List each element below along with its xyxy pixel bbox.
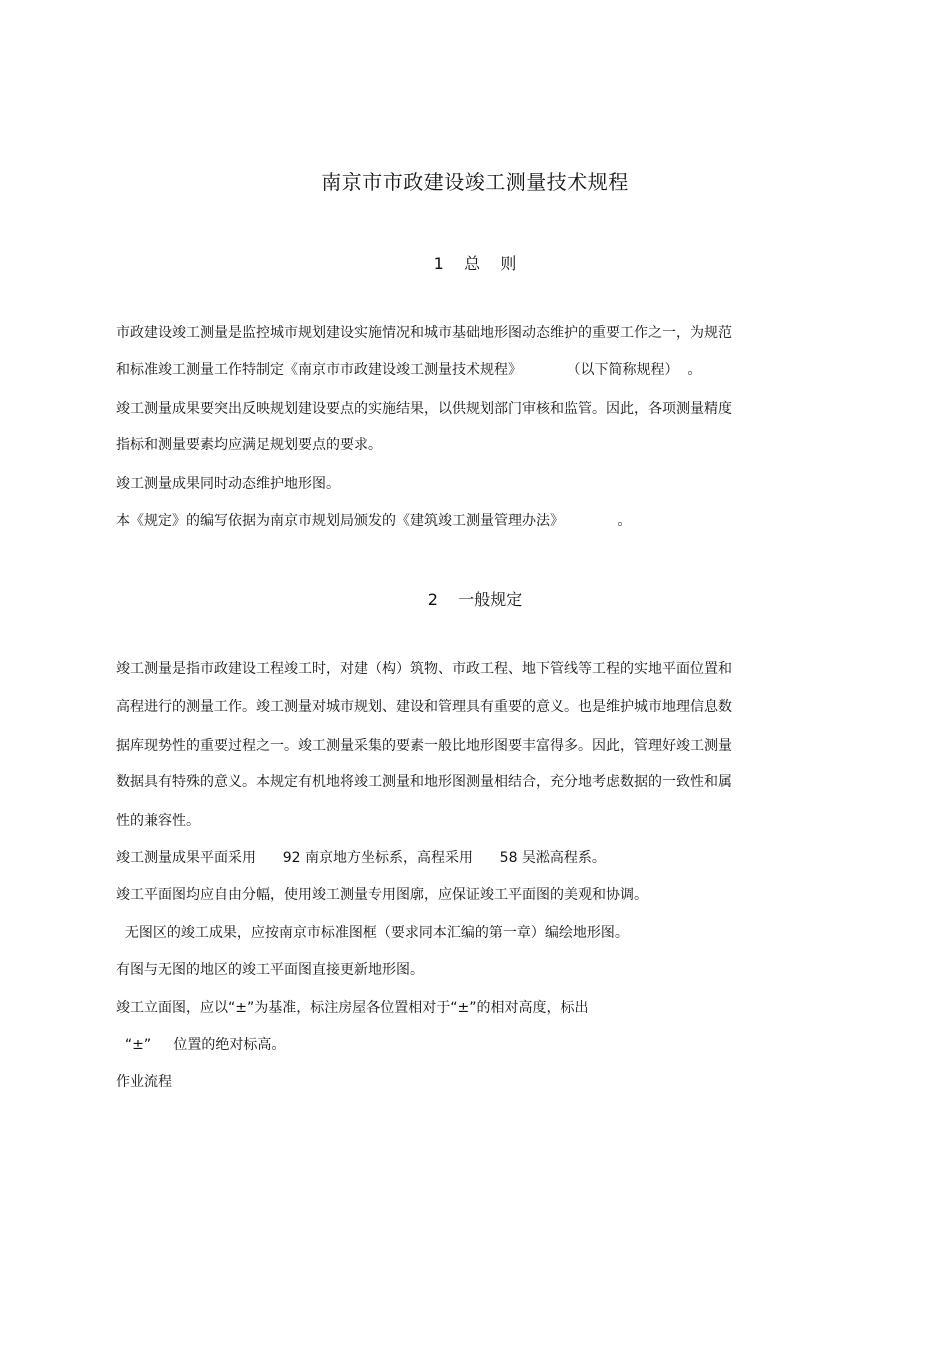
paragraph-line: 无图区的竣工成果，应按南京市标准图框（要求同本汇编的第一章）编绘地形图。	[116, 925, 629, 941]
paragraph-line: 竣工测量成果同时动态维护地形图。	[116, 476, 340, 492]
paragraph-line: 竣工平面图均应自由分幅，使用竣工测量专用图廓，应保证竣工平面图的美观和协调。	[116, 887, 648, 903]
paragraph-line: 指标和测量要素均应满足规划要点的要求。	[116, 437, 382, 453]
paragraph-line: 有图与无图的地区的竣工平面图直接更新地形图。	[116, 962, 424, 978]
paragraph-line: 竣工测量成果平面采用 92 南京地方坐标系，高程采用 58 吴淞高程系。	[116, 850, 606, 866]
paragraph-line: 竣工测量是指市政建设工程竣工时，对建（构）筑物、市政工程、地下管线等工程的实地平面位置和	[116, 661, 732, 677]
paragraph-line: 和标准竣工测量工作特制定《南京市市政建设竣工测量技术规程》 （以下简称规程） 。	[116, 362, 702, 378]
paragraph-line: 高程进行的测量工作。竣工测量对城市规划、建设和管理具有重要的意义。也是维护城市地理信息数	[116, 699, 732, 715]
paragraph-line: 数据具有特殊的意义。本规定有机地将竣工测量和地形图测量相结合，充分地考虑数据的一致性和属	[116, 774, 732, 790]
paragraph-line: 性的兼容性。	[116, 813, 200, 829]
paragraph-line: 本《规定》的编写依据为南京市规划局颁发的《建筑竣工测量管理办法》 。	[116, 513, 632, 529]
document-title: 南京市市政建设竣工测量技术规程	[321, 170, 629, 194]
paragraph-line: 竣工测量成果要突出反映规划建设要点的实施结果，以供规划部门审核和监管。因此，各项测量精度	[116, 401, 732, 417]
paragraph-line: “±” 位置的绝对标高。	[116, 1037, 286, 1053]
paragraph-line: 作业流程	[116, 1074, 172, 1090]
section-1-heading: 1 总 则	[433, 254, 517, 273]
paragraph-line: 据库现势性的重要过程之一。竣工测量采集的要素一般比地形图要丰富得多。因此，管理好竣工测量	[116, 738, 732, 754]
section-2-heading: 2 一般规定	[427, 590, 523, 609]
paragraph-line: 市政建设竣工测量是监控城市规划建设实施情况和城市基础地形图动态维护的重要工作之一，为规范	[116, 325, 732, 341]
paragraph-line: 竣工立面图，应以“±”为基准，标注房屋各位置相对于“±”的相对高度，标出	[116, 1000, 589, 1016]
